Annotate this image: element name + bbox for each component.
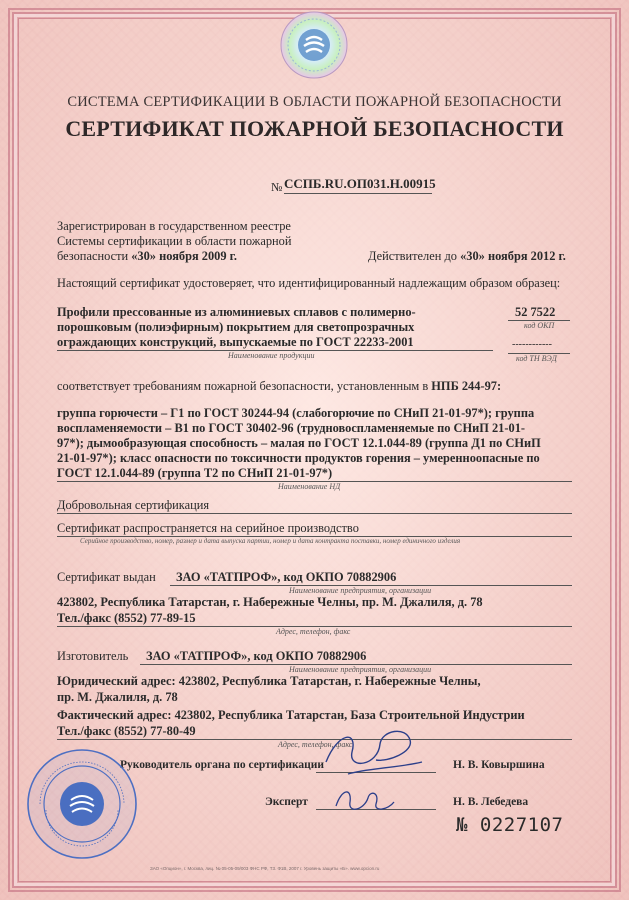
tnved-caption: код ТН ВЭД — [516, 354, 557, 363]
conformity-line-3: 97*); дымообразующая способность – малая по ГОСТ 12.1.044-89 (группа Д1 по СНиП — [57, 436, 541, 450]
conformity-line-2: воспламеняемости – В1 по ГОСТ 30402-96 (трудновоспламеняемые по СНиП 21-01- — [57, 421, 526, 435]
conformity-line-5: ГОСТ 12.1.044-89 (группа Т2 по СНиП 21-01-97*) — [57, 466, 333, 480]
okp-caption: код ОКП — [524, 321, 555, 330]
serial-number: № 0227107 — [456, 814, 564, 836]
manufacturer-actual-address: Фактический адрес: 423802, Республика Татарстан, База Строительной Индустрии — [57, 708, 525, 722]
conformity-line-4: 21-01-97*); класс опасности по токсичности продуктов горения – умеренноопасные по — [57, 451, 540, 465]
certificate-number: ССПБ.RU.ОП031.Н.00915 — [284, 176, 436, 191]
manufacturer-organization: ЗАО «ТАТПРОФ», код ОКПО 70882906 — [146, 649, 367, 663]
issued-label: Сертификат выдан — [57, 570, 156, 584]
manufacturer-org-caption: Наименование предприятия, организации — [289, 665, 432, 674]
tnved-code: ------------ — [512, 339, 552, 350]
registration-date: «30» ноября 2009 г. — [131, 249, 237, 263]
registration-line-2: Системы сертификации в области пожарной — [57, 234, 292, 248]
product-line-2: порошковым (полиэфирным) покрытием для светопрозрачных — [57, 320, 415, 334]
product-line-3: ограждающих конструкций, выпускаемые по ГОСТ 22233-2001 — [57, 335, 414, 349]
head-signature-icon — [318, 722, 428, 782]
number-label: № — [271, 180, 283, 194]
conformity-line-1: группа горючести – Г1 по ГОСТ 30244-94 (слабогорючие по СНиП 21-01-97*); группа — [57, 406, 535, 420]
certification-system-heading: СИСТЕМА СЕРТИФИКАЦИИ В ОБЛАСТИ ПОЖАРНОЙ БЕЗОПАСНОСТИ — [67, 94, 562, 110]
manufacturer-phone: Тел./факс (8552) 77-80-49 — [57, 724, 196, 738]
expert-signatory-name: Н. В. Лебедева — [453, 796, 529, 808]
manufacturer-legal-address-1: Юридический адрес: 423802, Республика Татарстан, г. Набережные Челны, — [57, 674, 481, 688]
registration-line-1: Зарегистрирован в государственном реестре — [57, 219, 291, 233]
hologram-emblem-icon — [279, 10, 349, 80]
number-underline — [284, 193, 432, 194]
printer-footer: ЗАО «Опцион», г. Москва, лиц. № 05-05-09/003 ФНС РФ, Т3. Ф1В, 2007 г. Уровень защиты «Б». www.opcion.ru — [150, 866, 380, 871]
expert-signature-label: Эксперт — [265, 796, 308, 808]
conformity-intro — [57, 379, 501, 394]
intro-text: Настоящий сертификат удостоверяет, что идентифицированный надлежащим образом образец: — [57, 276, 561, 290]
registration-line-3 — [57, 249, 237, 264]
head-signatory-name: Н. В. Ковыршина — [453, 759, 545, 771]
issued-phone: Тел./факс (8552) 77-89-15 — [57, 611, 196, 625]
conformity-norm: НПБ 244-97: — [431, 379, 502, 393]
issued-address-caption: Адрес, телефон, факс — [276, 627, 351, 636]
issued-address: 423802, Республика Татарстан, г. Набережные Челны, пр. М. Джалиля, д. 78 — [57, 595, 483, 609]
validity-prefix: Действителен до — [368, 249, 461, 263]
okp-code: 52 7522 — [515, 305, 556, 319]
manufacturer-label: Изготовитель — [57, 649, 129, 663]
product-caption: Наименование продукции — [228, 351, 315, 360]
issued-organization: ЗАО «ТАТПРОФ», код ОКПО 70882906 — [176, 570, 397, 584]
head-signature-label: Руководитель органа по сертификации — [120, 759, 325, 771]
validity-line — [368, 249, 566, 264]
voluntary-certification: Добровольная сертификация — [57, 498, 210, 512]
scope-caption: Серийное производство, номер, размер и дата выпуска партии, номер и дата контракта поставки, номер единичного изделия — [80, 537, 461, 545]
manufacturer-address-caption: Адрес, телефон, факс — [278, 740, 353, 749]
scope-text: Сертификат распространяется на серийное производство — [57, 521, 359, 535]
conformity-caption: Наименование НД — [278, 482, 341, 491]
certificate-title: СЕРТИФИКАТ ПОЖАРНОЙ БЕЗОПАСНОСТИ — [65, 116, 564, 141]
expert-signature-icon — [330, 782, 400, 818]
voluntary-underline — [57, 513, 572, 514]
product-line-1: Профили прессованные из алюминиевых сплавов с полимерно- — [57, 305, 416, 319]
manufacturer-legal-address-2: пр. М. Джалиля, д. 78 — [57, 690, 178, 704]
registration-prefix: безопасности — [57, 249, 132, 263]
conformity-prefix: соответствует требованиям пожарной безопасности, установленным в — [57, 379, 432, 393]
issued-org-caption: Наименование предприятия, организации — [289, 586, 432, 595]
certification-body-stamp-icon — [26, 748, 138, 860]
validity-date: «30» ноября 2012 г. — [460, 249, 566, 263]
